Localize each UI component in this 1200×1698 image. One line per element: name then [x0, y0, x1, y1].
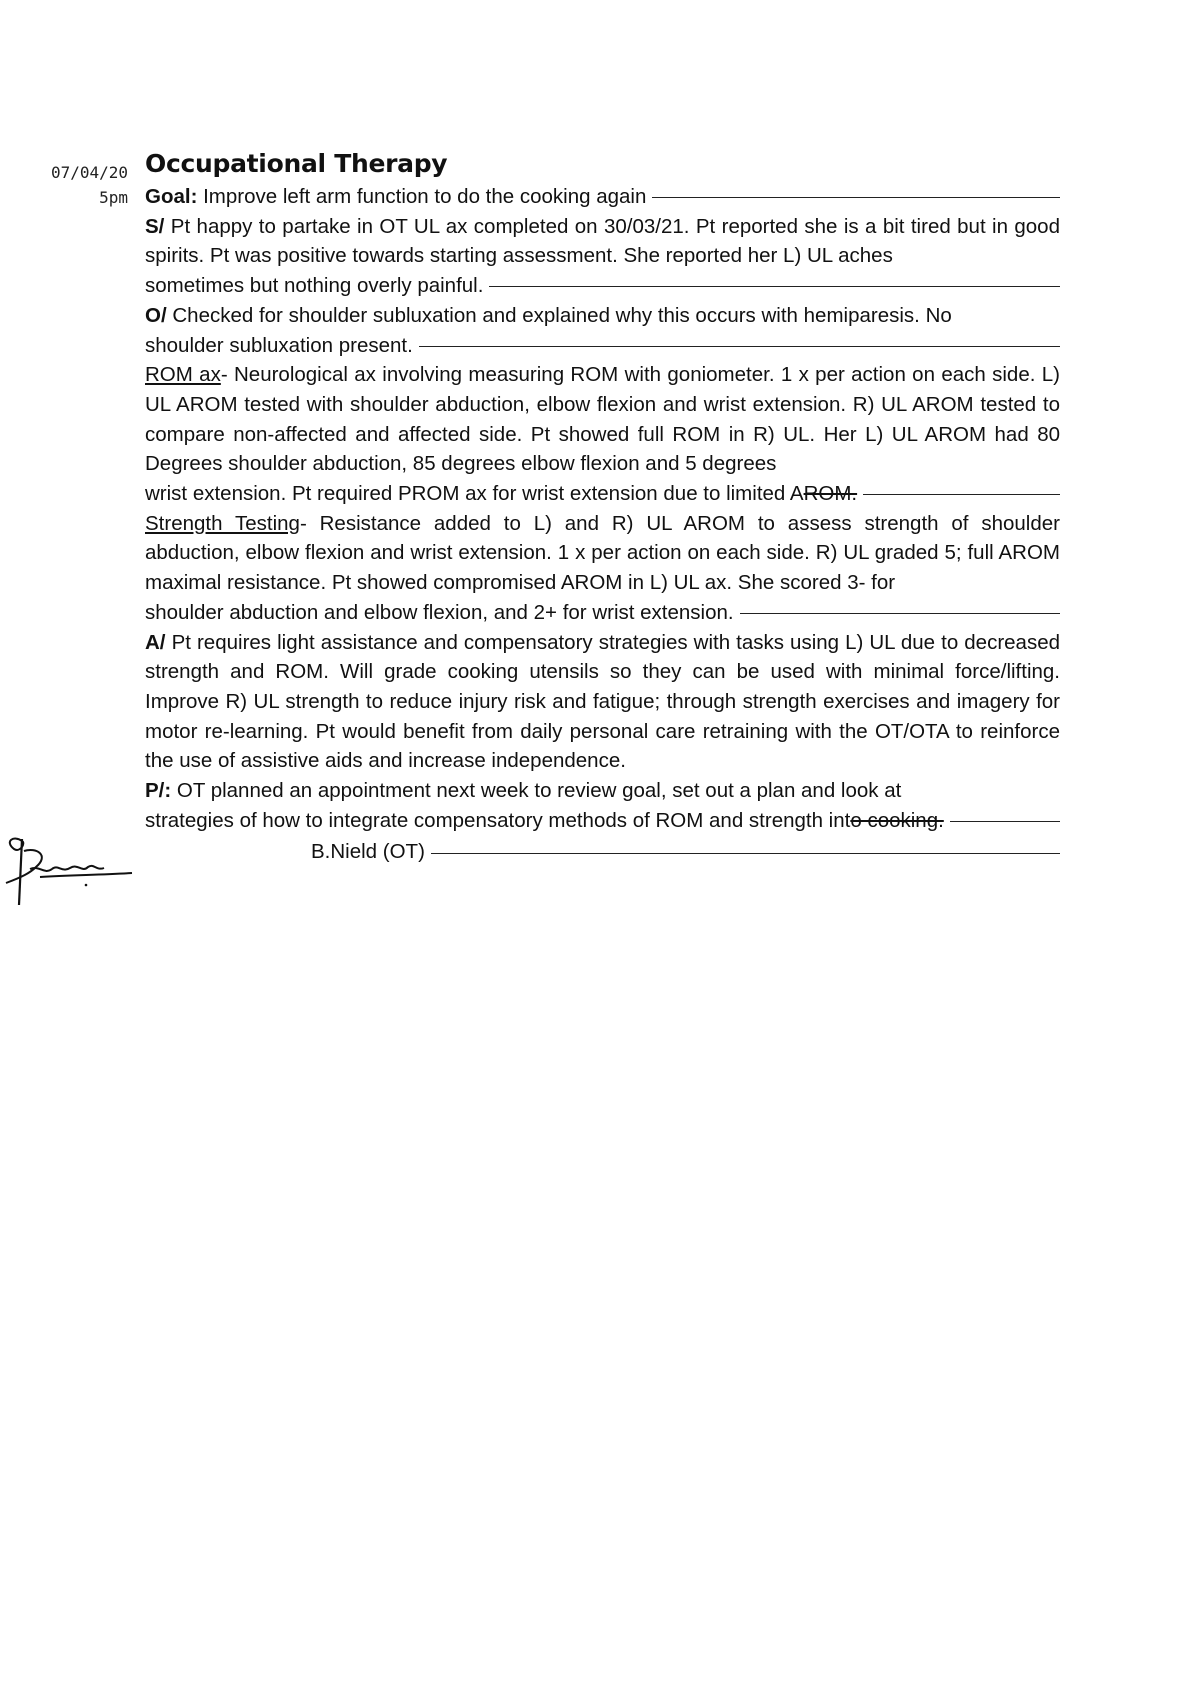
- assessment-section: [145, 628, 1060, 777]
- line-rule: [419, 346, 1060, 347]
- signature-icon: [0, 833, 150, 913]
- plan-section: [145, 776, 1060, 835]
- assessment-label: A/: [145, 630, 166, 654]
- rom-tail-struck: ROM.: [803, 482, 858, 506]
- line-rule: [431, 853, 1060, 854]
- objective-label: O/: [145, 303, 167, 327]
- plan-text: OT planned an appointment next week to review goal, set out a plan and look at: [176, 779, 902, 803]
- clinical-note: [145, 146, 1060, 867]
- subjective-section: [145, 212, 1060, 301]
- rom-section: [145, 360, 1060, 509]
- goal-label: Goal:: [145, 185, 198, 208]
- assessment-text: Pt requires light assistance and compensatory strategies with tasks using L) UL due to decreased strength and ROM. Will grade cooking utensils so they can be used with minimal force/lifting. Improve R) UL strength to reduce injury risk and fatigue; through strength exercises and imagery for motor re-learning. Pt would benefit from daily personal care retraining with the OT/OTA to reinforce the use of assistive aids and increase independence.: [145, 630, 1061, 773]
- rom-heading: ROM ax: [145, 363, 221, 387]
- entry-time: 5pm: [99, 188, 128, 207]
- objective-text: Checked for shoulder subluxation and explained why this occurs with hemiparesis. No: [172, 303, 952, 327]
- line-rule: [740, 613, 1060, 614]
- plan-tail: strategies of how to integrate compensatory methods of ROM and strength int: [145, 808, 851, 832]
- strength-section: [145, 509, 1060, 628]
- strength-text: - Resistance added to L) and R) UL AROM to assess strength of shoulder abduction, elbow flexion and wrist extension. 1 x per action on each side. R) UL graded 5; full AROM maximal resistance. Pt showed compromised AROM in L) UL ax. She scored 3- for: [145, 511, 1060, 595]
- signoff-line: [145, 837, 1060, 867]
- subjective-label: S/: [145, 214, 165, 238]
- entry-date: 07/04/20: [50, 163, 128, 182]
- goal-text: Improve left arm function to do the cooking again: [203, 185, 647, 208]
- strength-heading: Strength Testing: [145, 511, 300, 535]
- rom-text: - Neurological ax involving measuring ROM with goniometer. 1 x per action on each side. L) UL AROM tested with shoulder abduction, elbow flexion and wrist extension. R) UL AROM tested to compare non-affected and affected side. Pt showed full ROM in R) UL. Her L) UL AROM had 80 Degrees shoulder abduction, 85 degrees elbow flexion and 5 degrees: [145, 363, 1060, 476]
- note-title: Occupational Therapy: [145, 149, 448, 178]
- plan-tail-struck: o cooking.: [850, 808, 944, 832]
- signoff-name: B.Nield (OT): [311, 840, 425, 864]
- rom-tail: wrist extension. Pt required PROM ax for wrist extension due to limited A: [145, 482, 804, 506]
- subjective-text: Pt happy to partake in OT UL ax completed on 30/03/21. Pt reported she is a bit tired but in good spirits. Pt was positive towards starting assessment. She reported her L) UL aches: [145, 214, 1060, 268]
- line-rule: [950, 821, 1060, 822]
- line-rule: [489, 286, 1060, 287]
- goal-line: [145, 182, 1060, 212]
- entry-datetime: [20, 160, 128, 210]
- strength-tail: shoulder abduction and elbow flexion, and 2+ for wrist extension.: [145, 600, 734, 624]
- objective-tail: shoulder subluxation present.: [145, 333, 413, 357]
- plan-label: P/:: [145, 779, 172, 803]
- line-rule: [652, 197, 1060, 198]
- subjective-tail: sometimes but nothing overly painful.: [145, 274, 484, 298]
- line-rule: [863, 494, 1060, 495]
- objective-section: [145, 301, 1060, 360]
